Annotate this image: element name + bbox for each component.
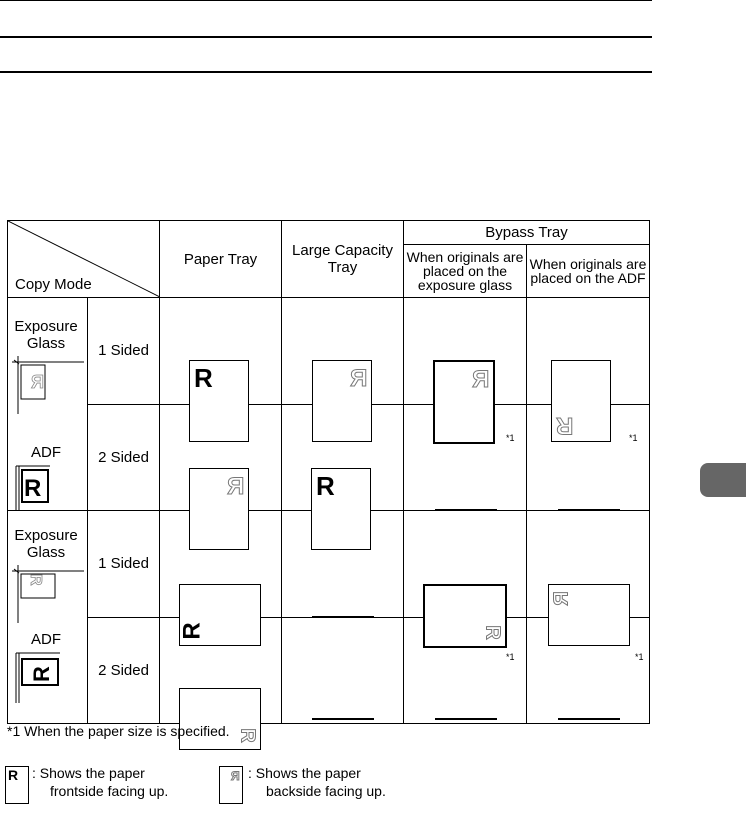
col-bypass-adf: When originals are placed on the ADF [527, 245, 650, 298]
group-b-left [8, 511, 88, 724]
cell-a2-large-capacity: R [282, 404, 404, 511]
top-rule-2 [0, 36, 652, 38]
cell-b1-large-capacity [282, 511, 404, 618]
label-adf-a: ADF [31, 444, 61, 461]
cell-a1-large-capacity: R [282, 298, 404, 405]
cell-a2-paper-tray: R [160, 404, 282, 511]
legend-back-text: : Shows the paper backside facing up. [248, 765, 386, 799]
cell-b1-bypass-adf: R *1 [527, 511, 650, 618]
group-a-left [8, 298, 88, 511]
top-rule-1 [0, 0, 652, 1]
row-b1-mode: 1 Sided [88, 511, 160, 618]
corner-cell [8, 221, 160, 298]
cell-b1-paper-tray: R [160, 511, 282, 618]
corner-label: Copy Mode [15, 276, 92, 293]
section-tab-marker [700, 463, 746, 497]
cell-a2-bypass-adf [527, 404, 650, 511]
cell-b2-bypass-adf [527, 617, 650, 724]
legend-back-paper: R [219, 766, 243, 804]
adf-diagram-a [10, 464, 86, 510]
col-bypass: Bypass Tray [404, 221, 650, 245]
cell-a1-paper-tray: R [160, 298, 282, 405]
top-rule-3 [0, 71, 652, 73]
cell-a1-bypass-glass: R *1 [404, 298, 527, 405]
svg-text:R: R [24, 475, 42, 502]
col-bypass-glass: When originals are placed on the exposure glass [404, 245, 527, 298]
label-exposure-glass-a: Exposure Glass [14, 318, 78, 352]
cell-b2-paper-tray: R [160, 617, 282, 724]
cell-b2-large-capacity [282, 617, 404, 724]
cell-a1-bypass-adf: R *1 [527, 298, 650, 405]
cell-b1-bypass-glass: R *1 [404, 511, 527, 618]
col-paper-tray: Paper Tray [160, 221, 282, 298]
exposure-glass-diagram-b [10, 563, 86, 623]
svg-text:R: R [27, 574, 44, 586]
row-b2-mode: 2 Sided [88, 617, 160, 724]
svg-text:R: R [29, 666, 54, 682]
label-adf-b: ADF [31, 631, 61, 648]
adf-diagram-b [10, 651, 86, 703]
legend-front-text: : Shows the paper frontside facing up. [32, 765, 169, 799]
cell-a2-bypass-glass [404, 404, 527, 511]
legend-front-paper: R [5, 766, 29, 804]
exposure-glass-diagram-a [10, 354, 86, 414]
label-exposure-glass-b: Exposure Glass [14, 527, 78, 561]
footnote: *1 When the paper size is specified. [7, 723, 230, 739]
row-a2-mode: 2 Sided [88, 404, 160, 511]
cell-b2-bypass-glass [404, 617, 527, 724]
svg-text:R: R [31, 372, 44, 392]
row-a1-mode: 1 Sided [88, 298, 160, 405]
col-large-capacity: Large Capacity Tray [282, 221, 404, 298]
